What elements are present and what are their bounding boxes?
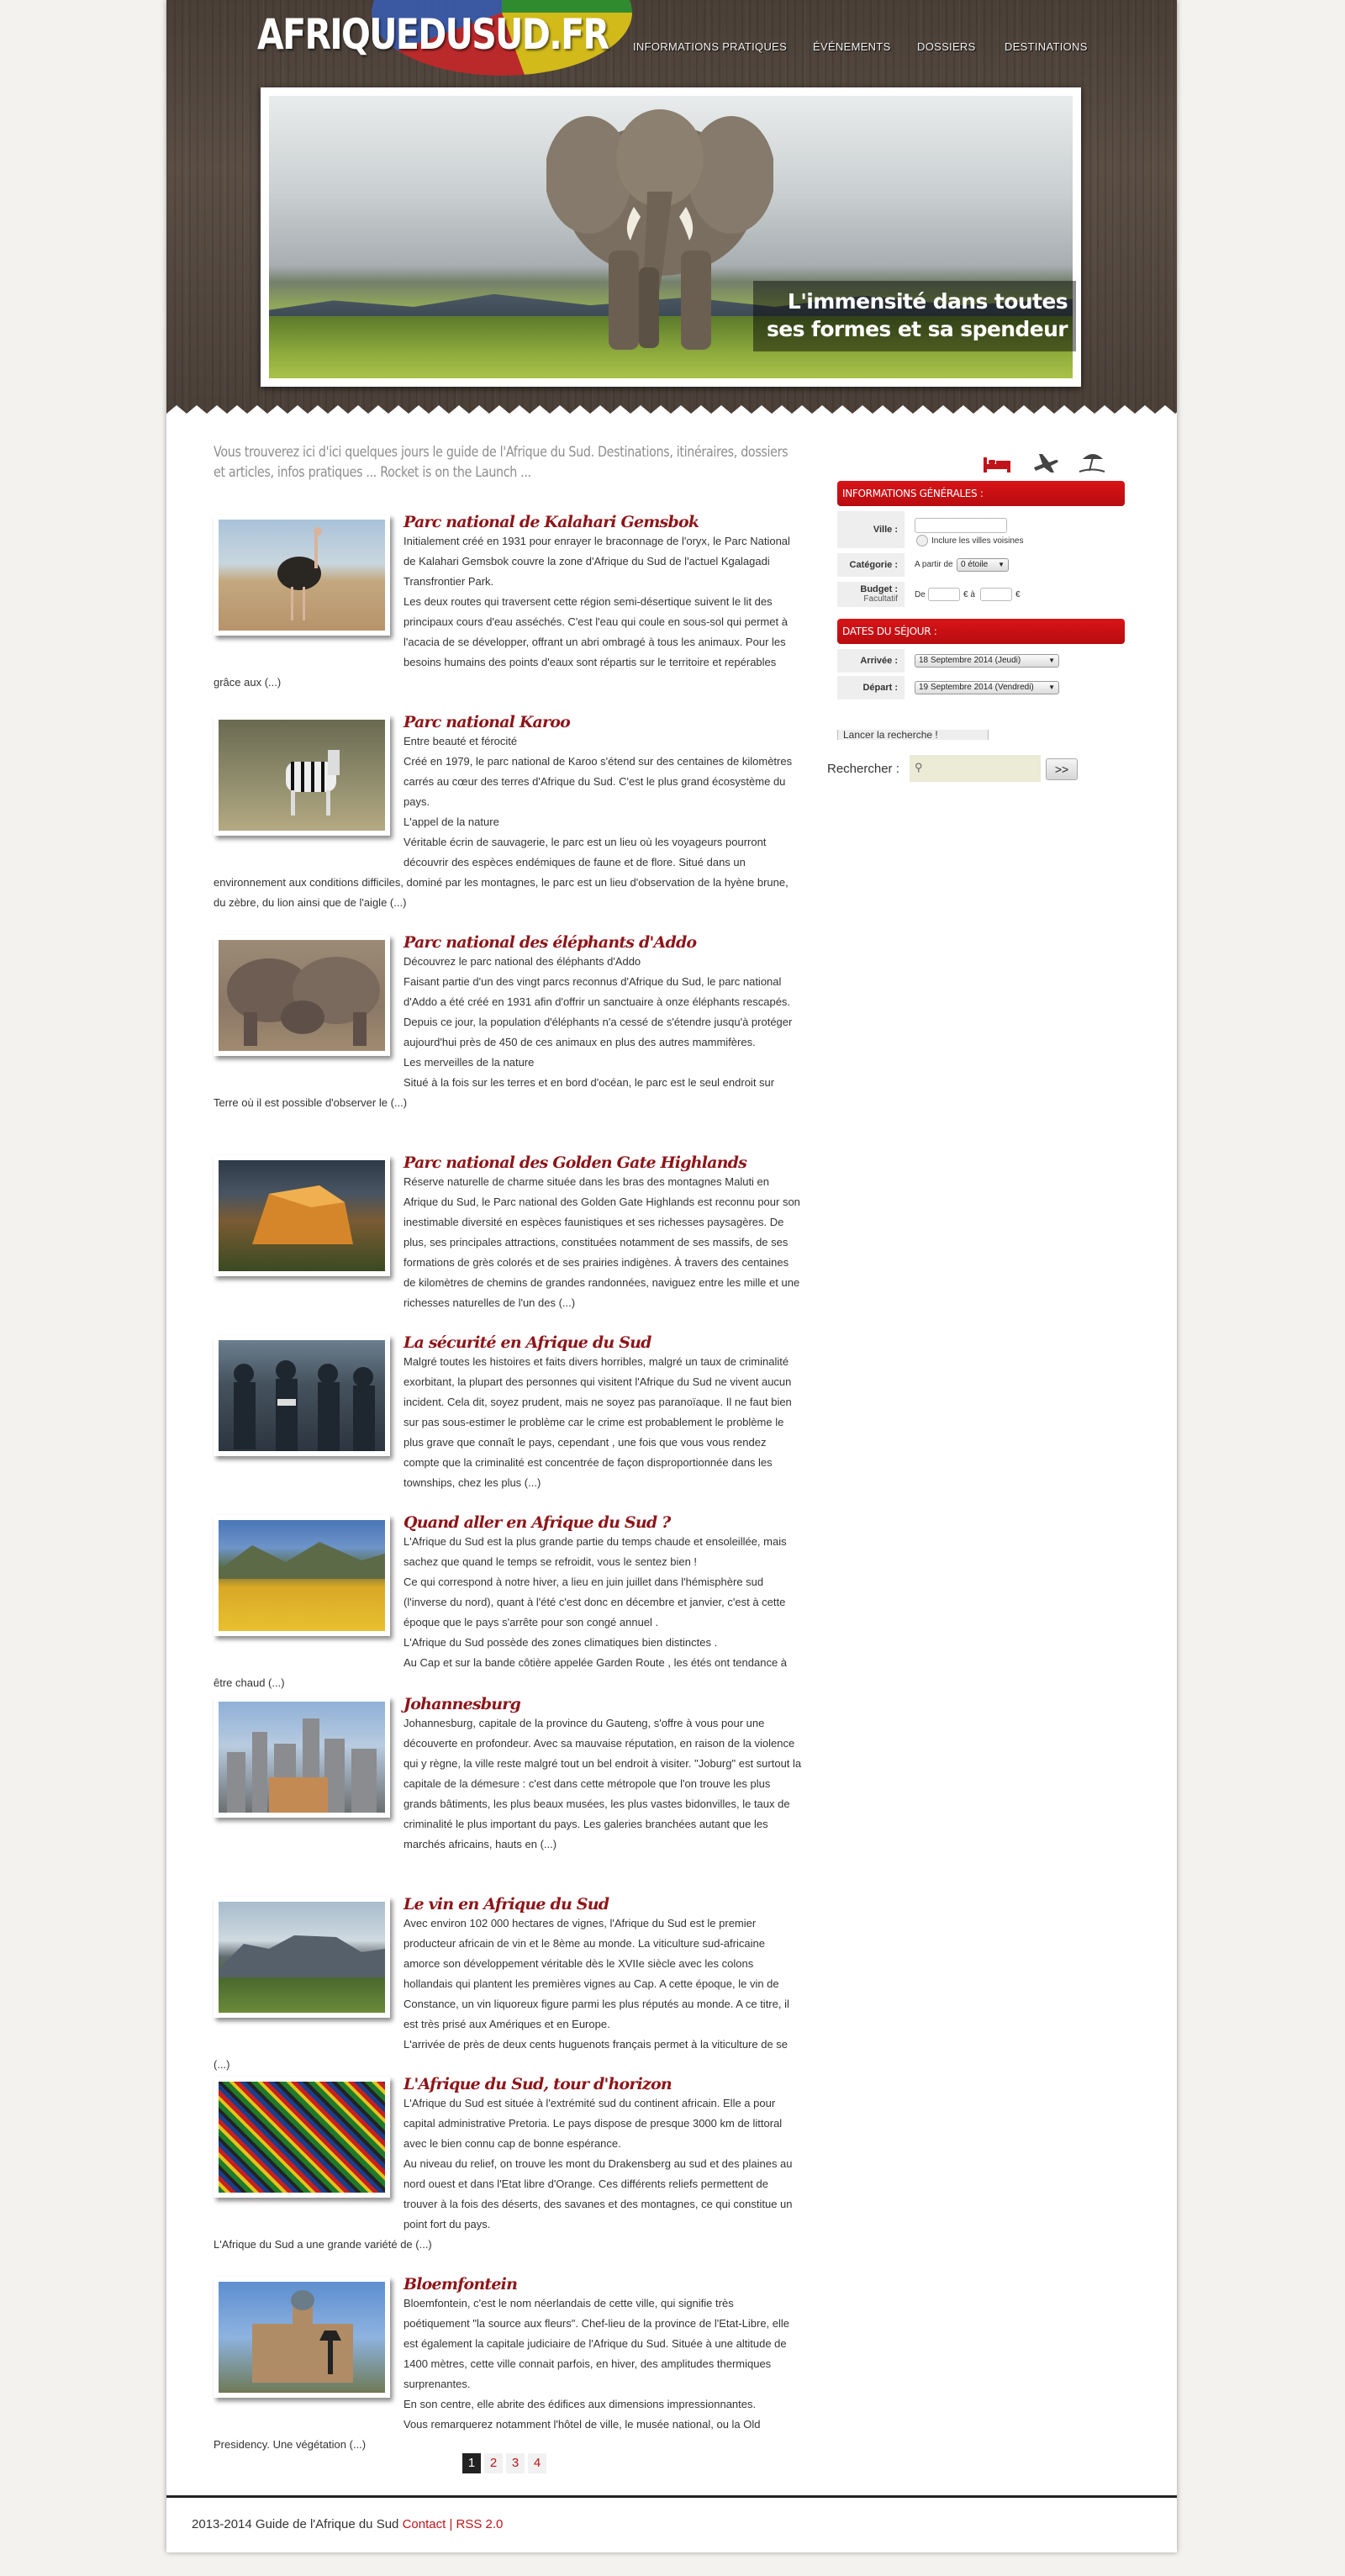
- article-paragraph: L'Afrique du Sud possède des zones climatiques bien distinctes .: [404, 1636, 718, 1649]
- article-body: [214, 2093, 802, 2255]
- footer-copyright: 2013-2014 Guide de l'Afrique du Sud: [192, 2517, 399, 2531]
- article-paragraph: Découvrez le parc national des éléphants d'Addo: [404, 955, 641, 968]
- budget-row: [837, 582, 1125, 607]
- article-paragraph: Au niveau du relief, on trouve les mont du Drakensberg au sud et des plaines au nord ouest et dans l'Etat libre d'Orange. Ces différents reliefs permettent de trouver à la fois des déserts, des savanes et des montagnes, ce qui constitue un point fort du pays.: [404, 2157, 793, 2230]
- budget-a-label: € à: [963, 590, 975, 599]
- chevron-down-icon: ▼: [998, 561, 1005, 568]
- article-body: [214, 1713, 802, 1855]
- article-paragraph: L'Afrique du Sud est la plus grande partie du temps chaude et ensoleillée, mais sachez que quand le temps se refroidit, vous le sentez bien !: [404, 1535, 787, 1568]
- search-input[interactable]: [910, 755, 1041, 782]
- article-paragraph: L'Afrique du Sud a une grande variété de (...): [214, 2238, 432, 2251]
- page-link-3[interactable]: 3: [506, 2453, 525, 2473]
- intro-text: Vous trouverez ici d'ici quelques jours le guide de l'Afrique du Sud. Destinations, itinéraires, dossiers et articles, infos pratiques ... Rocket is on the Launch ...: [214, 444, 789, 481]
- chevron-down-icon: ▼: [1048, 684, 1055, 691]
- hero-caption-line2: ses formes et sa spendeur: [767, 317, 1068, 341]
- arrivee-label: Arrivée :: [837, 649, 905, 673]
- article-paragraph: Entre beauté et férocité: [404, 735, 518, 747]
- depart-label: Départ :: [837, 676, 905, 699]
- categorie-row: [837, 553, 1125, 577]
- budget-label-text: Budget :: [860, 584, 898, 594]
- article-title[interactable]: Parc national des éléphants d'Addo: [404, 933, 697, 952]
- article-paragraph: Bloemfontein, c'est le nom néerlandais de cette ville, qui signifie très poétiquement "la source aux fleurs". Chef-lieu de la province de l'Etat-Libre, elle est également la capitale judiciaire de l'Afrique du Sud. Située à une altitude de 1400 mètres, cette ville connait parfois, en hiver, des amplitudes thermiques surprenantes.: [404, 2297, 790, 2390]
- beach-umbrella-icon[interactable]: [1078, 449, 1106, 474]
- article-paragraph: En son centre, elle abrite des édifices aux dimensions impressionnantes.: [404, 2398, 757, 2410]
- elephant-illustration: [546, 99, 773, 360]
- page-link-4[interactable]: 4: [528, 2453, 546, 2473]
- budget-de-label: De: [915, 590, 926, 599]
- categorie-select[interactable]: [957, 558, 1009, 572]
- search-icon: ⚲: [915, 761, 923, 773]
- search-submit-button[interactable]: >>: [1046, 758, 1078, 780]
- article-paragraph: Avec environ 102 000 hectares de vignes, l'Afrique du Sud est le premier producteur africain de vin et le 8ème au monde. La viticulture sud-africaine amorce son développement véritable dès le XVIIe siècle avec les colons hollandais qui plantent les premières vignes au Cap. A cette époque, le vin de Constance, un vin liquoreux figure parmi les plus réputés au monde. A ce titre, il est très prisé aux Amériques et en Europe.: [404, 1917, 789, 2030]
- depart-select[interactable]: [915, 681, 1059, 694]
- article-body: [214, 1352, 802, 1493]
- sidebar-icon-bar: [982, 449, 1116, 476]
- depart-value: 19 Septembre 2014 (Vendredi): [919, 683, 1034, 692]
- article-title[interactable]: Johannesburg: [404, 1695, 520, 1713]
- article-paragraph: Initialement créé en 1931 pour enrayer le braconnage de l'oryx, le Parc National de Kalahari Gemsbok couvre la zone d'Afrique du Sud de l'actuel Kgalagadi Transfrontier Park.: [404, 535, 790, 588]
- chevron-down-icon: ▼: [1048, 657, 1055, 664]
- hero-frame: [261, 87, 1081, 387]
- nav-dossiers[interactable]: DOSSIERS: [917, 40, 976, 53]
- hero-caption: [753, 281, 1076, 351]
- page-link-1[interactable]: 1: [462, 2453, 481, 2473]
- arrivee-select[interactable]: [915, 654, 1059, 668]
- section-head-dates: DATES DU SÉJOUR :: [837, 619, 1125, 644]
- voisines-label: Inclure les villes voisines: [931, 536, 1024, 546]
- launch-search-label: Lancer la recherche !: [837, 730, 989, 740]
- search-label: Rechercher :: [827, 762, 899, 776]
- hotel-bed-icon[interactable]: [982, 451, 1012, 474]
- article-title[interactable]: L'Afrique du Sud, tour d'horizon: [404, 2075, 672, 2093]
- logo-text: AFRIQUEDUSUD.FR: [257, 10, 609, 59]
- footer-divider: [166, 2495, 1177, 2498]
- article-paragraph: Situé à la fois sur les terres et en bord d'océan, le parc est le seul endroit sur Terre où il est possible d'observer le (...): [214, 1076, 775, 1109]
- site-footer: [192, 2517, 503, 2531]
- categorie-label: Catégorie :: [837, 553, 905, 577]
- article-paragraph: L'Afrique du Sud est située à l'extrémité sud du continent africain. Elle a pour capital administrative Pretoria. Le pays dispose de presque 3000 km de littoral avec le bien connu cap de bonne espérance.: [404, 2097, 783, 2150]
- article-title[interactable]: Bloemfontein: [404, 2275, 518, 2294]
- airplane-icon[interactable]: [1031, 449, 1059, 474]
- categorie-value: 0 étoile: [961, 560, 989, 569]
- hero-caption-line1: L'immensité dans toutes: [787, 289, 1068, 314]
- article-paragraph: Ce qui correspond à notre hiver, a lieu en juin juillet dans l'hémisphère sud (l'inverse du nord), quant à l'été c'est donc en décembre et janvier, c'est à cette époque que le pays s'arrête pour son congé annuel .: [404, 1576, 786, 1628]
- article-body: [214, 1914, 802, 2075]
- launch-search-button[interactable]: [837, 730, 989, 740]
- article-title[interactable]: Le vin en Afrique du Sud: [404, 1895, 609, 1914]
- article-paragraph: Johannesburg, capitale de la province du Gauteng, s'offre à vous pour une découverte en profondeur. Avec sa mauvaise réputation, en raison de la violence qui y règne, la ville reste malgré tout un bel endroit à visiter. "Joburg" est surtout la capitale de la démesure : c'est dans cette métropole que l'on trouve les plus grands bâtiments, les plus beaux musées, les plus vastes bidonvilles, le taux de criminalité le plus important du pays. Les galeries branchées autant que les marchés africains, hauts en (...): [404, 1717, 802, 1850]
- footer-rss-link[interactable]: RSS 2.0: [456, 2517, 504, 2531]
- article-paragraph: Véritable écrin de sauvagerie, le parc est un lieu où les voyageurs pourront découvrir des espèces endémiques de faune et de flore. Situé dans un environnement aux conditions difficiles, dominé par les montagnes, le parc est un lieu d'observation de la hyène brune, du zèbre, du lion ainsi que de l'aigle (...): [214, 836, 789, 909]
- article-body: [214, 2294, 802, 2455]
- budget-label: [837, 582, 905, 607]
- article-body: [214, 731, 802, 913]
- article-paragraph: L'arrivée de près de deux cents huguenots français permet à la viticulture de se (...): [214, 2038, 789, 2071]
- budget-max-input[interactable]: [980, 588, 1012, 601]
- ville-label: Ville :: [837, 511, 905, 548]
- nav-evenements[interactable]: ÉVÉNEMENTS: [813, 40, 891, 53]
- page-link-2[interactable]: 2: [484, 2453, 503, 2473]
- arrivee-row: [837, 649, 1125, 673]
- article-body: [214, 531, 802, 693]
- article-paragraph: Faisant partie d'un des vingt parcs reconnus d'Afrique du Sud, le parc national d'Addo a été créé en 1931 afin d'offrir un sanctuaire à onze éléphants rescapés. Depuis ce jour, la population d'éléphants n'a cessé de s'étendre jusqu'à protéger aujourd'hui près de 450 de ces animaux en plus des autres mammifères.: [404, 975, 793, 1048]
- nav-informations-pratiques[interactable]: INFORMATIONS PRATIQUES: [633, 40, 788, 53]
- article-paragraph: Vous remarquerez notamment l'hôtel de ville, le musée national, ou la Old Presidency. Une végétation (...): [214, 2418, 761, 2451]
- nav-destinations[interactable]: DESTINATIONS: [1005, 40, 1088, 53]
- article-title[interactable]: La sécurité en Afrique du Sud: [404, 1333, 651, 1352]
- categorie-prefix: A partir de: [915, 560, 953, 569]
- ville-input[interactable]: [915, 518, 1007, 533]
- page-wrapper: [166, 0, 1177, 2552]
- article-paragraph: Au Cap et sur la bande côtière appelée Garden Route , les étés ont tendance à être chaud (...): [214, 1656, 788, 1689]
- footer-contact-link[interactable]: Contact: [402, 2517, 446, 2531]
- budget-sub-label: Facultatif: [863, 594, 898, 604]
- article-body: [214, 1172, 802, 1313]
- article-paragraph: Malgré toutes les histoires et faits divers horribles, malgré un taux de criminalité exorbitant, la plupart des personnes qui visitent l'Afrique du Sud ne vivent aucun incident. Cela dit, soyez prudent, mais ne soyez pas paranoïaque. Il ne faut bien sur pas sous-estimer le problème car le crime est probablement le problème le plus grave que connaît le pays, cependant , une fois que vous vous rendez compte que la criminalité est concentrée de façon disproportionnée dans les townships, chez les plus (...): [404, 1355, 792, 1489]
- article-body: [214, 952, 802, 1113]
- article-paragraph: Créé en 1979, le parc national de Karoo s'étend sur des centaines de kilomètres carrés au cœur des terres d'Afrique du Sud. C'est le plus grand écosystème du pays.: [404, 755, 793, 808]
- footer-separator: |: [449, 2517, 453, 2531]
- budget-euro-label: €: [1015, 590, 1021, 599]
- article-paragraph: Les deux routes qui traversent cette région semi-désertique suivent le lit des principaux cours d'eau asséchés. C'est l'eau qui coule en sous-sol qui permet à l'acacia de se développer, offrant un abri ombragé à tous les animaux. Pour les besoins humains des points d'eaux sont répartis sur le territoire et repérables grâce aux (...): [214, 595, 788, 689]
- article-title[interactable]: Parc national de Kalahari Gemsbok: [404, 513, 699, 531]
- article-paragraph: L'appel de la nature: [404, 816, 499, 828]
- site-logo[interactable]: [254, 0, 632, 71]
- article-paragraph: Réserve naturelle de charme située dans les bras des montagnes Maluti en Afrique du Sud, le Parc national des Golden Gate Highlands est reconnu pour son inestimable diversité en espèces faunistiques et ses richesses paysagères. De plus, ses principales attractions, constituées notamment de ses massifs, de ses formations de grès colorés et de ses prairies indigènes. À travers des centaines de kilomètres de chemins de grandes randonnées, naviguez entre les mille et une richesses naturelles de l'un des (...): [404, 1175, 800, 1309]
- voisines-checkbox[interactable]: [916, 535, 928, 546]
- article-title[interactable]: Quand aller en Afrique du Sud ?: [404, 1513, 671, 1532]
- budget-min-input[interactable]: [928, 588, 960, 601]
- site-header: [166, 0, 1177, 420]
- article-paragraph: Les merveilles de la nature: [404, 1056, 535, 1069]
- section-head-informations: INFORMATIONS GÉNÉRALES :: [837, 481, 1125, 506]
- article-body: [214, 1532, 802, 1693]
- depart-row: [837, 676, 1125, 699]
- arrivee-value: 18 Septembre 2014 (Jeudi): [919, 656, 1021, 665]
- header-zigzag-border: [166, 402, 1177, 420]
- ville-row: [837, 511, 1125, 548]
- article-title[interactable]: Parc national Karoo: [404, 713, 571, 731]
- article-title[interactable]: Parc national des Golden Gate Highlands: [404, 1153, 747, 1172]
